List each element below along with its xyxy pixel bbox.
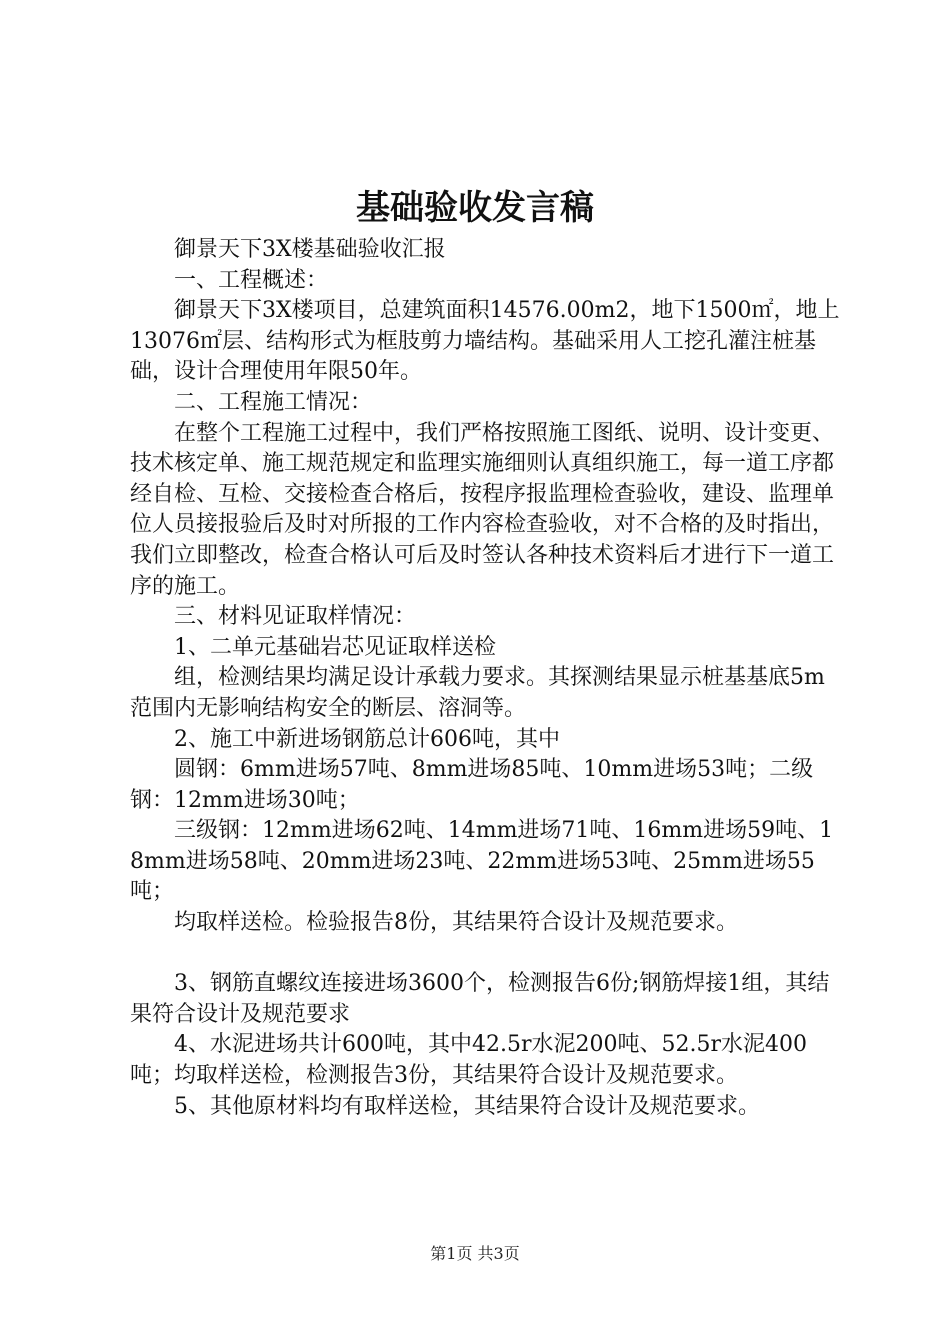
paragraph-item-5: 5、其他原材料均有取样送检，其结果符合设计及规范要求。: [174, 1093, 760, 1119]
report-heading: 御景天下3X楼基础验收汇报: [174, 237, 446, 262]
paragraph-item-1: 1、二单元基础岩芯见证取样送检: [174, 634, 496, 660]
paragraph-item-3: 3、钢筋直螺纹连接进场3600个，检测报告6份;钢筋焊接1组，其结果符合设计及规范要求: [130, 971, 830, 1027]
section-heading-materials: 三、材料见证取样情况：: [174, 604, 417, 630]
document-body: [130, 235, 840, 1122]
paragraph-sampling: 均取样送检。检验报告8份，其结果符合设计及规范要求。: [174, 910, 738, 936]
document-title: 基础验收发言稿: [356, 188, 594, 228]
page-footer: 第1页 共3页: [430, 1244, 520, 1263]
section-heading-construction: 二、工程施工情况：: [174, 389, 373, 415]
paragraph-item-1-detail: 组，检测结果均满足设计承载力要求。其探测结果显示桩基基底5m范围内无影响结构安全的断层、溶洞等。: [130, 665, 825, 721]
paragraph-round-steel: 圆钢：6mm进场57吨、8mm进场85吨、10mm进场53吨；二级钢：12mm进场30吨；: [130, 757, 814, 813]
paragraph-overview: 御景天下3X楼项目，总建筑面积14576.00m2，地下1500㎡，地上13076㎡层、结构形式为框肢剪力墙结构。基础采用人工挖孔灌注桩基础，设计合理使用年限50年。: [130, 298, 840, 385]
paragraph-grade3-steel: 三级钢：12mm进场62吨、14mm进场71吨、16mm进场59吨、18mm进场58吨、20mm进场23吨、22mm进场53吨、25mm进场55吨；: [130, 818, 834, 905]
paragraph-construction: 在整个工程施工过程中，我们严格按照施工图纸、说明、设计变更、技术核定单、施工规范规定和监理实施细则认真组织施工，每一道工序都经自检、互检、交接检查合格后，按程序报监理检查验收，建设、监理单位人员接报验后及时对所报的工作内容检查验收，对不合格的及时指出，我们立即整改，检查合格认可后及时签认各种技术资料后才进行下一道工序的施工。: [130, 420, 835, 599]
paragraph-item-4: 4、水泥进场共计600吨，其中42.5r水泥200吨、52.5r水泥400吨；均取样送检，检测报告3份，其结果符合设计及规范要求。: [130, 1032, 807, 1089]
section-heading-overview: 一、工程概述：: [174, 267, 329, 293]
paragraph-item-2: 2、施工中新进场钢筋总计606吨，其中: [174, 726, 560, 752]
